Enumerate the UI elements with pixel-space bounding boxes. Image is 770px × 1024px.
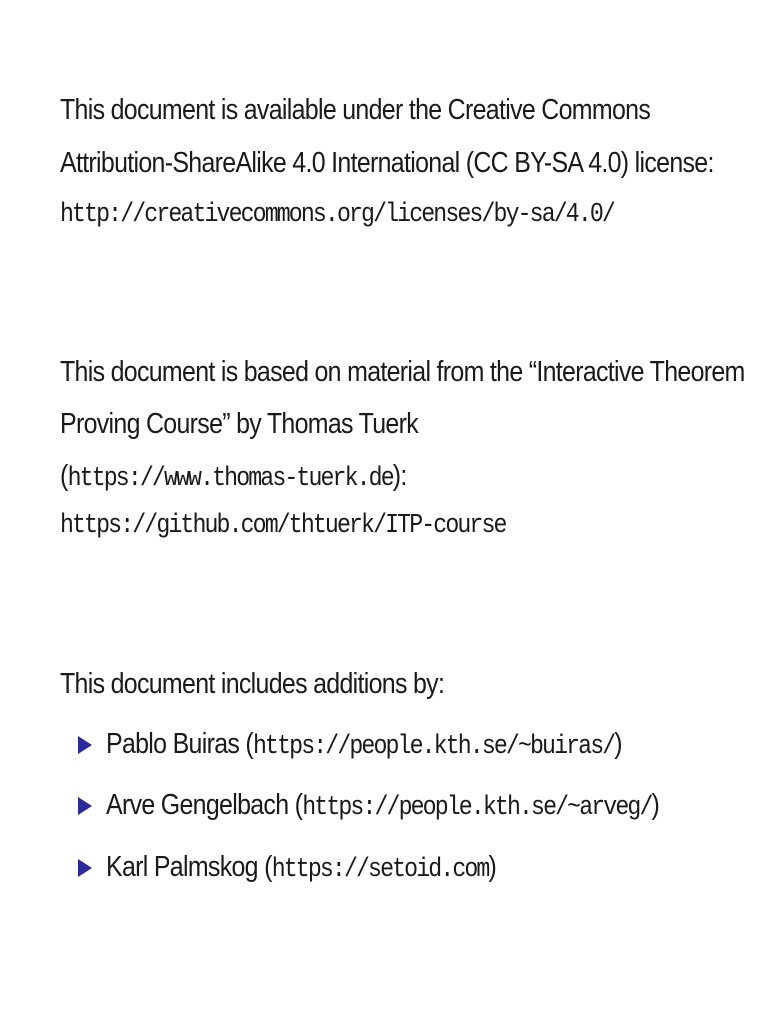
contributor-close-paren: ) [614,727,622,760]
contributor-name: Arve Gengelbach ( [106,788,303,821]
author-url-open-paren: ( [60,460,68,492]
author-url-line [60,458,407,497]
contributor-url-link[interactable]: https://people.kth.se/~buiras/ [253,731,615,762]
triangle-bullet-icon [78,736,92,754]
repo-url-link[interactable]: https://github.com/thtuerk/ITP-course [60,511,506,541]
contributor-entry [106,849,496,888]
list-item [78,727,706,763]
list-item [78,850,560,886]
contributor-name: Pablo Buiras ( [106,727,254,760]
license-text-line-2: Attribution-ShareAlike 4.0 International (CC BY-SA 4.0) license: [60,147,714,179]
list-item [78,788,749,824]
author-url-close-paren: ): [392,460,407,492]
contributor-url-link[interactable]: https://setoid.com [271,854,489,885]
contributor-entry [106,787,659,826]
contributor-name: Karl Palmskog ( [106,850,272,883]
contributor-close-paren: ) [651,788,660,821]
license-url-link[interactable]: http://creativecommons.org/licenses/by-sa/4.0/ [60,200,614,230]
based-on-text-line-1: This document is based on material from the “Interactive Theorem [60,356,745,388]
contributor-entry [106,726,622,765]
triangle-bullet-icon [78,859,92,877]
license-text-line-1: This document is available under the Creative Commons [60,94,651,126]
author-url-link[interactable]: https://www.thomas-tuerk.de [67,464,393,494]
triangle-bullet-icon [78,797,92,815]
contributor-close-paren: ) [488,850,497,883]
additions-intro: This document includes additions by: [60,668,445,700]
based-on-text-line-2: Proving Course” by Thomas Tuerk [60,408,419,440]
contributor-url-link[interactable]: https://people.kth.se/~arveg/ [302,792,652,823]
